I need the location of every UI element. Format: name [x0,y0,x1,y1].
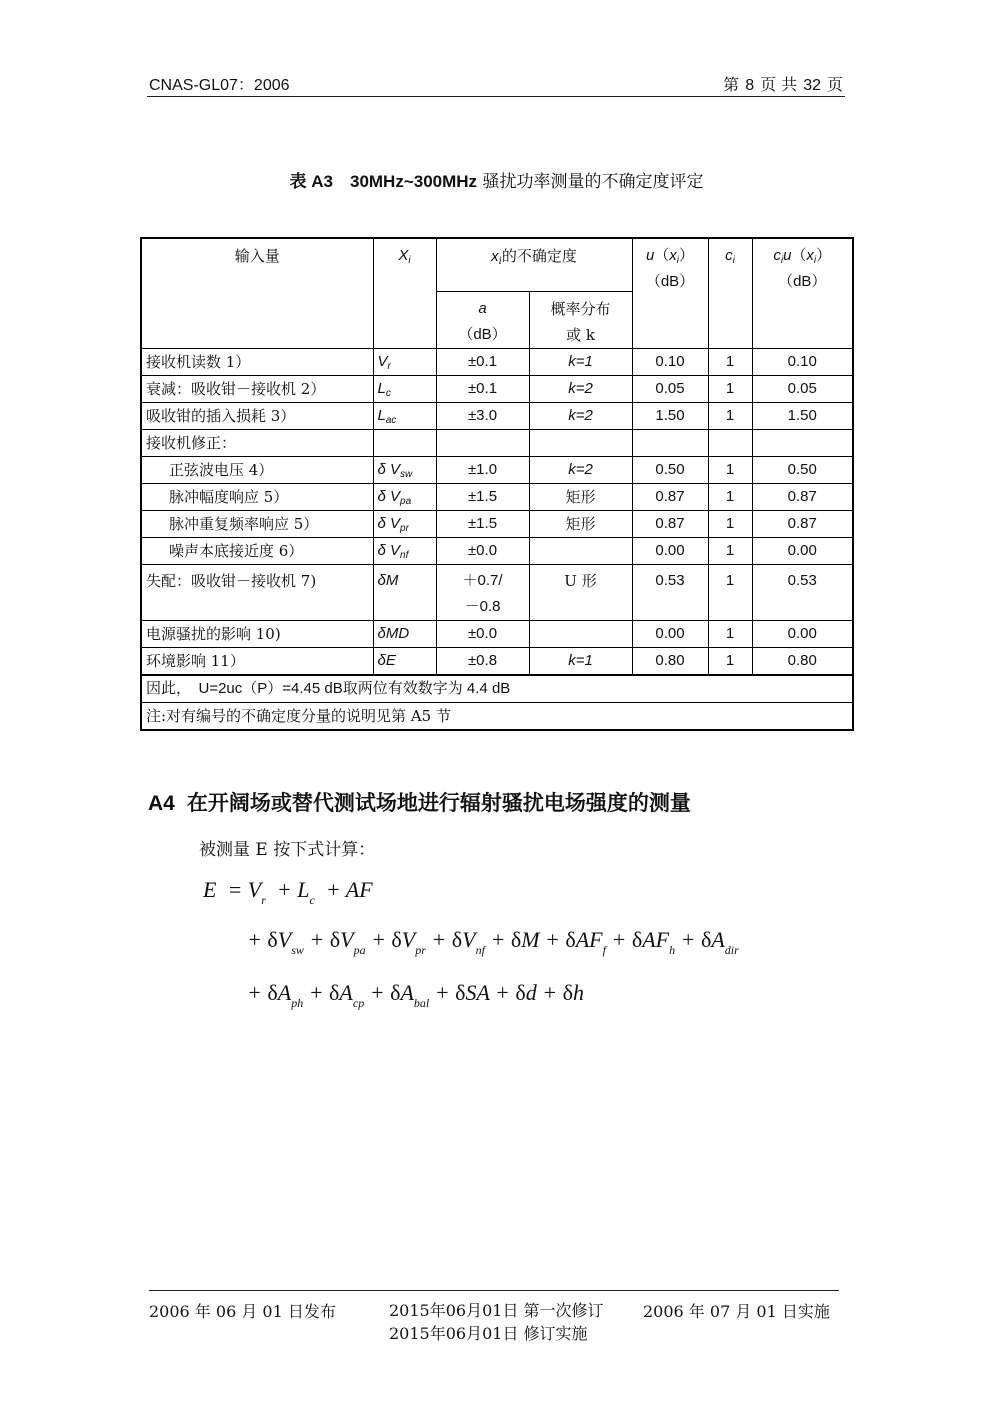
row-cu: 0.05 [752,376,853,403]
row-name: 接收机读数 1） [141,349,373,376]
col-header-u: $u(x_i)$ （dB） [632,238,708,349]
row-dist: 矩形 [529,484,632,511]
col-header-xi: $X_i$ [373,238,436,349]
col-header-ciu: $c_iu(x_i)$ （dB） [752,238,853,349]
page-number: 8 [745,77,755,94]
row-u: 0.10 [632,349,708,376]
row-cu: 0.87 [752,484,853,511]
table-caption [0,167,993,192]
col-header-uncertainty-text: 的不确定度 [501,247,577,265]
row-name: 噪声本底接近度 6） [141,538,373,565]
table-row [141,430,853,457]
effective-date: 2006 年 07 月 01 日实施 [643,1302,830,1321]
row-symbol [373,430,436,457]
row-u: 0.00 [632,538,708,565]
section-number: A4 [148,792,175,815]
row-c: 1 [708,511,752,538]
revision-info [389,1299,604,1345]
table-row [141,565,853,621]
row-cu [752,430,853,457]
equation-line-1: $E = V_r + L_c$ + AF [203,877,373,907]
row-c: 1 [708,349,752,376]
table-note-row [141,703,853,731]
row-cu: 1.50 [752,403,853,430]
row-symbol: δE [373,648,436,676]
row-a: ±0.0 [436,538,529,565]
row-dist: k=2 [529,457,632,484]
row-c [708,430,752,457]
uncertainty-table [140,237,854,731]
row-c: 1 [708,621,752,648]
row-name: 接收机修正： [141,430,373,457]
page-mid: 页 共 [760,75,798,94]
row-u: 0.80 [632,648,708,676]
row-symbol: δ $V_{pr}$ [373,511,436,538]
row-c: 1 [708,457,752,484]
page-total: 32 [803,77,821,94]
row-a-upper: ＋0.7/ [462,572,503,589]
row-u: 0.87 [632,511,708,538]
col-header-a [436,292,529,349]
table-caption-text: 骚扰功率测量的不确定度评定 [482,172,704,192]
header-rule [147,96,845,97]
row-u [632,430,708,457]
row-a: ±1.0 [436,457,529,484]
row-u: 0.87 [632,484,708,511]
row-symbol: $V_r$ [373,349,436,376]
equation-line-2: + $\delta V_{sw} + \delta V_{pa} + \delta V_{pr} + \delta V_{nf} + \delta M + \delta AF_f + \delta AF_h + \delta A_{dir}$ [247,927,739,957]
page-indicator [723,72,843,95]
row-symbol: δM [373,565,436,621]
col-header-uncertainty-x: x [491,248,499,265]
col-header-a-unit: （dB） [458,326,507,343]
col-header-input: 输入量 [141,238,373,349]
row-symbol: δ $V_{pa}$ [373,484,436,511]
row-dist: U 形 [529,565,632,621]
col-header-ci: $c_i$ [708,238,752,349]
row-u: 0.50 [632,457,708,484]
row-cu: 0.80 [752,648,853,676]
document-code: CNAS-GL07：2006 [149,77,290,94]
row-cu: 0.10 [752,349,853,376]
revision-date: 2015年06月01日 第一次修订 [389,1301,604,1320]
row-name: 失配：吸收钳－接收机 7) [141,565,373,621]
row-symbol: $L_{ac}$ [373,403,436,430]
table-row [141,403,853,430]
row-dist [529,430,632,457]
table-row [141,376,853,403]
section-heading [148,787,691,817]
footer-rule [149,1290,839,1291]
row-symbol: δMD [373,621,436,648]
row-cu: 0.53 [752,565,853,621]
section-intro: 被测量 E 按下式计算： [199,840,376,860]
table-result-row [141,675,853,703]
row-cu: 0.00 [752,538,853,565]
row-c: 1 [708,376,752,403]
row-dist: k=1 [529,349,632,376]
issue-date: 2006 年 06 月 01 日发布 [149,1302,336,1321]
row-a: ±1.5 [436,511,529,538]
row-u: 0.53 [632,565,708,621]
row-symbol: $L_c$ [373,376,436,403]
col-header-uncertainty-sub: i [498,256,502,267]
row-symbol: δ $V_{nf}$ [373,538,436,565]
row-name: 电源骚扰的影响 10) [141,621,373,648]
row-cu: 0.50 [752,457,853,484]
row-name: 脉冲重复频率响应 5） [141,511,373,538]
revision-effective-date: 2015年06月01日 修订实施 [389,1324,588,1343]
row-name: 吸收钳的插入损耗 3） [141,403,373,430]
col-header-uncertainty [436,238,632,292]
table-row [141,621,853,648]
row-c: 1 [708,403,752,430]
equation-line-3: + $\delta A_{ph} + \delta A_{cp} + \delta A_{bal} + \delta SA + \delta d + \delta h$ [247,980,584,1010]
row-a: ±0.1 [436,349,529,376]
col-header-dist-line1: 概率分布 [550,300,611,318]
row-dist: k=1 [529,648,632,676]
row-c: 1 [708,484,752,511]
row-a-lower: －0.8 [464,598,501,615]
section-title: 在开阔场或替代测试场地进行辐射骚扰电场强度的测量 [186,790,691,815]
table-caption-label: 表 A3 30MHz~300MHz [289,172,478,191]
table-row [141,484,853,511]
row-a [436,565,529,621]
row-u: 0.00 [632,621,708,648]
row-dist: 矩形 [529,511,632,538]
row-cu: 0.87 [752,511,853,538]
row-a: ±3.0 [436,403,529,430]
table-row [141,538,853,565]
row-name: 脉冲幅度响应 5） [141,484,373,511]
row-u: 0.05 [632,376,708,403]
row-c: 1 [708,648,752,676]
table-note: 注:对有编号的不确定度分量的说明见第 A5 节 [141,703,853,731]
row-dist: k=2 [529,376,632,403]
row-a: ±0.8 [436,648,529,676]
row-name: 正弦波电压 4） [141,457,373,484]
table-row [141,511,853,538]
row-symbol: δ $V_{sw}$ [373,457,436,484]
row-a [436,430,529,457]
row-c: 1 [708,538,752,565]
page-prefix: 第 [723,75,740,94]
row-c: 1 [708,565,752,621]
col-header-dist [529,292,632,349]
row-dist: k=2 [529,403,632,430]
row-dist [529,621,632,648]
row-cu: 0.00 [752,621,853,648]
table-row [141,648,853,676]
col-header-dist-line2: 或 k [566,326,595,344]
row-name: 衰减：吸收钳－接收机 2） [141,376,373,403]
row-name: 环境影响 11） [141,648,373,676]
expanded-uncertainty-result: 因此， U=2uc（P）=4.45 dB取两位有效数字为 4.4 dB [141,675,853,703]
table-row [141,349,853,376]
row-a: ±0.0 [436,621,529,648]
col-header-u-unit: （dB） [645,273,695,290]
col-header-ciu-unit: （dB） [778,273,827,290]
col-header-a-label: a [478,300,487,317]
row-u: 1.50 [632,403,708,430]
page-suffix: 页 [826,75,843,94]
row-a: ±1.5 [436,484,529,511]
table-row [141,457,853,484]
row-dist [529,538,632,565]
row-a: ±0.1 [436,376,529,403]
